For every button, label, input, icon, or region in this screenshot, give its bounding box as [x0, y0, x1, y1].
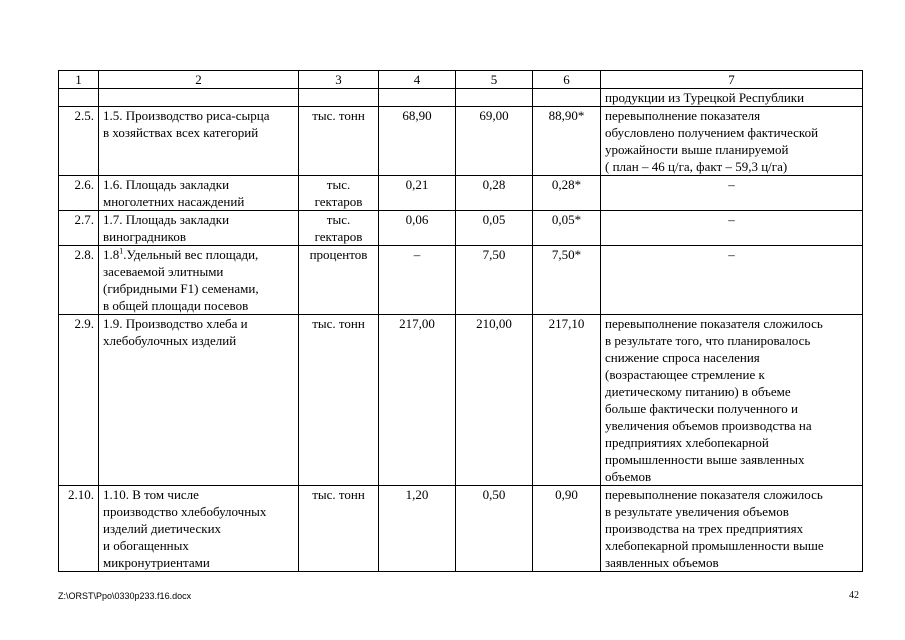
value-plan: 69,00 [456, 107, 533, 176]
table-row [59, 486, 863, 572]
header-cell: 5 [456, 71, 533, 89]
continuation-note: продукции из Турецкой Республики [601, 89, 863, 107]
header-cell: 4 [379, 71, 456, 89]
note: – [601, 176, 863, 211]
table-header-row [59, 71, 863, 89]
value-fact: 0,28* [533, 176, 601, 211]
note: – [601, 246, 863, 315]
unit: тыс. гектаров [299, 176, 379, 211]
indicator-name: 1.7. Площадь закладки виноградников [99, 211, 299, 246]
value-plan: 0,50 [456, 486, 533, 572]
note: перевыполнение показателя сложилось в результате того, что планировалось снижение спроса населения (возрастающее стремление к диетическому питанию) в объеме больше фактически полученного и увеличения объемов производства на предприятиях хлебопекарной промышленности выше заявленных объемов [601, 315, 863, 486]
header-cell: 7 [601, 71, 863, 89]
value-plan: 210,00 [456, 315, 533, 486]
page-number: 42 [849, 590, 859, 601]
value-plan: 0,28 [456, 176, 533, 211]
value-fact: 7,50* [533, 246, 601, 315]
value-plan-prev: 0,21 [379, 176, 456, 211]
value-fact: 88,90* [533, 107, 601, 176]
row-number: 2.8. [59, 246, 99, 315]
table-row [59, 176, 863, 211]
row-number: 2.9. [59, 315, 99, 486]
unit: процентов [299, 246, 379, 315]
value-plan-prev: 1,20 [379, 486, 456, 572]
row-number: 2.10. [59, 486, 99, 572]
indicator-name: $1.8^1.Удельный$ вес площади, засеваемой элитными (гибридными F1) семенами, в общей площади посевов [99, 246, 299, 315]
header-cell: 2 [99, 71, 299, 89]
header-cell: 6 [533, 71, 601, 89]
row-number: 2.7. [59, 211, 99, 246]
value-plan-prev: 217,00 [379, 315, 456, 486]
indicator-name: 1.9. Производство хлеба и хлебобулочных изделий [99, 315, 299, 486]
table-row [59, 315, 863, 486]
table-row [59, 246, 863, 315]
value-plan-prev: 0,06 [379, 211, 456, 246]
header-cell: 3 [299, 71, 379, 89]
value-plan-prev: – [379, 246, 456, 315]
note: перевыполнение показателя обусловлено получением фактической урожайности выше планируемой ( план – 46 ц/га, факт – 59,3 ц/га) [601, 107, 863, 176]
value-fact: 217,10 [533, 315, 601, 486]
value-plan-prev: 68,90 [379, 107, 456, 176]
indicator-name: 1.6. Площадь закладки многолетних насаждений [99, 176, 299, 211]
indicator-name: 1.10. В том числе производство хлебобулочных изделий диетических и обогащенных микронутриентами [99, 486, 299, 572]
value-fact: 0,90 [533, 486, 601, 572]
table-row [59, 211, 863, 246]
unit: тыс. тонн [299, 315, 379, 486]
footnote-mark: 1 [119, 246, 124, 256]
data-table [58, 70, 863, 572]
row-number: 2.5. [59, 107, 99, 176]
note: перевыполнение показателя сложилось в результате увеличения объемов производства на трех предприятиях хлебопекарной промышленности выше заявленных объемов [601, 486, 863, 572]
unit: тыс. тонн [299, 107, 379, 176]
unit: тыс. гектаров [299, 211, 379, 246]
value-fact: 0,05* [533, 211, 601, 246]
indicator-name: 1.5. Производство риса-сырца в хозяйствах всех категорий [99, 107, 299, 176]
value-plan: 0,05 [456, 211, 533, 246]
header-cell: 1 [59, 71, 99, 89]
file-path: Z:\ORST\Ppo\0330p233.f16.docx [58, 591, 192, 601]
row-number: 2.6. [59, 176, 99, 211]
table-row [59, 107, 863, 176]
continuation-row [59, 89, 863, 107]
value-plan: 7,50 [456, 246, 533, 315]
note: – [601, 211, 863, 246]
unit: тыс. тонн [299, 486, 379, 572]
